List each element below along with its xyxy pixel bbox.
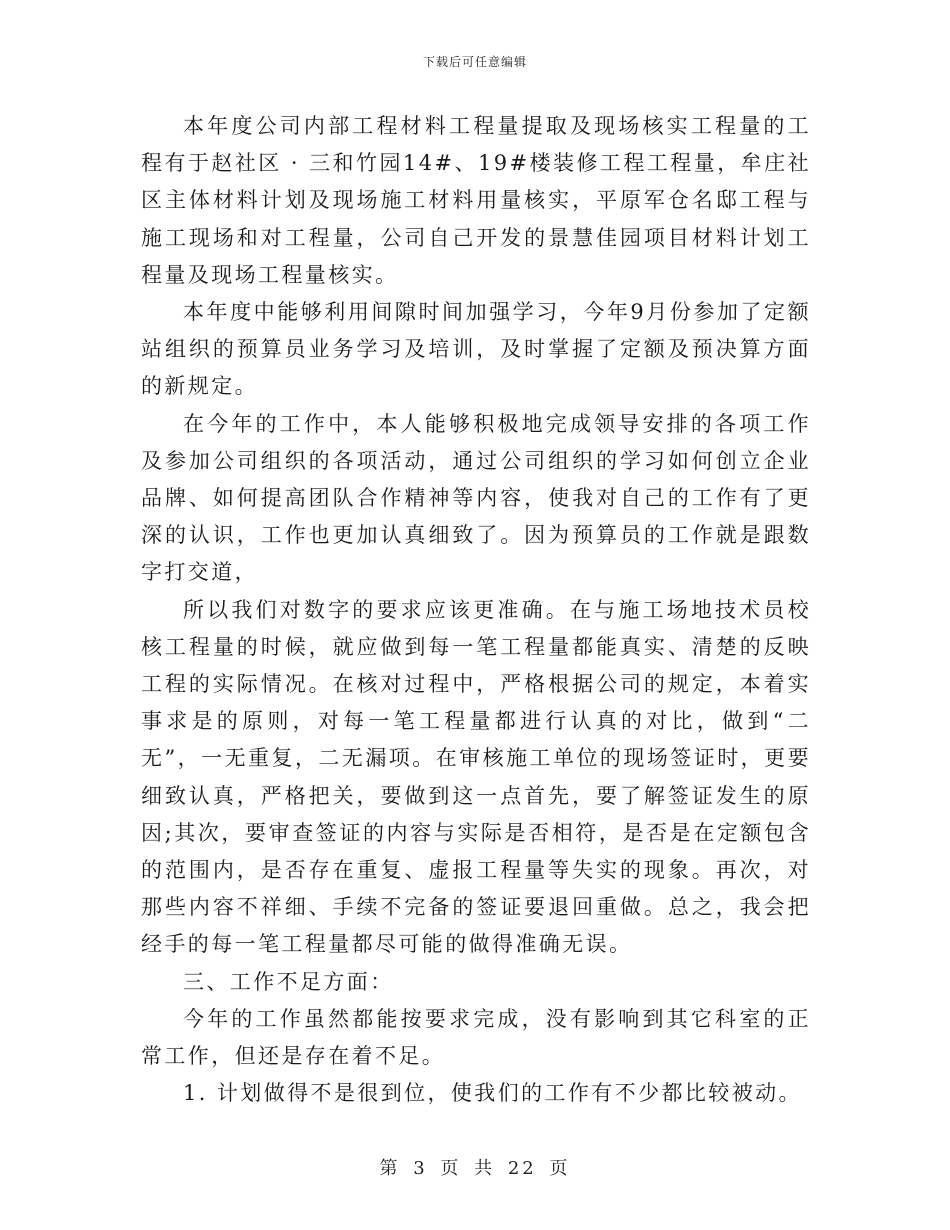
- paragraph-accuracy-requirements: 所以我们对数字的要求应该更准确。在与施工场地技术员校核工程量的时候，就应做到每一笔工程量都能真实、清楚的反映工程的实际情况。在核对过程中，严格根据公司的规定，本着实事求是的原则，对每一笔工程量都进行认真的对比，做到“二无”，一无重复，二无漏项。在审核施工单位的现场签证时，更要细致认真，严格把关，要做到这一点首先，要了解签证发生的原因;其次，要审查签证的内容与实际是否相符，是否是在定额包含的范围内，是否存在重复、虚报工程量等失实的现象。再次，对那些内容不祥细、手续不完备的签证要退回重做。总之，我会把经手的每一笔工程量都尽可能的做得准确无误。: [141, 597, 811, 957]
- paragraph-work-attitude: 在今年的工作中，本人能够积极地完成领导安排的各项工作及参加公司组织的各项活动，通过公司组织的学习如何创立企业品牌、如何提高团队合作精神等内容，使我对自己的工作有了更深的认识，工作也更加认真细致了。因为预算员的工作就是跟数字打交道，: [141, 411, 811, 585]
- page-number-footer: 第 3 页 共 22 页: [379, 1158, 571, 1179]
- paragraph-study-training: 本年度中能够利用间隙时间加强学习，今年9月份参加了定额站组织的预算员业务学习及培训，及时掌握了定额及预决算方面的新规定。: [141, 300, 811, 399]
- section-heading-shortcomings: 三、工作不足方面：: [183, 969, 394, 994]
- list-item-planning: 1. 计划做得不是很到位，使我们的工作有不少都比较被动。: [183, 1081, 802, 1106]
- download-edit-note: 下载后可任意编辑: [422, 55, 527, 69]
- paragraph-shortcomings-summary: 今年的工作虽然都能按要求完成，没有影响到其它科室的正常工作，但还是存在着不足。: [141, 1006, 811, 1069]
- document-body: [141, 108, 811, 1112]
- paragraph-material-quantities: 本年度公司内部工程材料工程量提取及现场核实工程量的工程有于赵社区 · 三和竹园14#、19#楼装修工程工程量，牟庄社区主体材料计划及现场施工材料用量核实，平原军仓名邸工程与施工现场和对工程量，公司自己开发的景慧佳园项目材料计划工程量及现场工程量核实。: [141, 114, 811, 287]
